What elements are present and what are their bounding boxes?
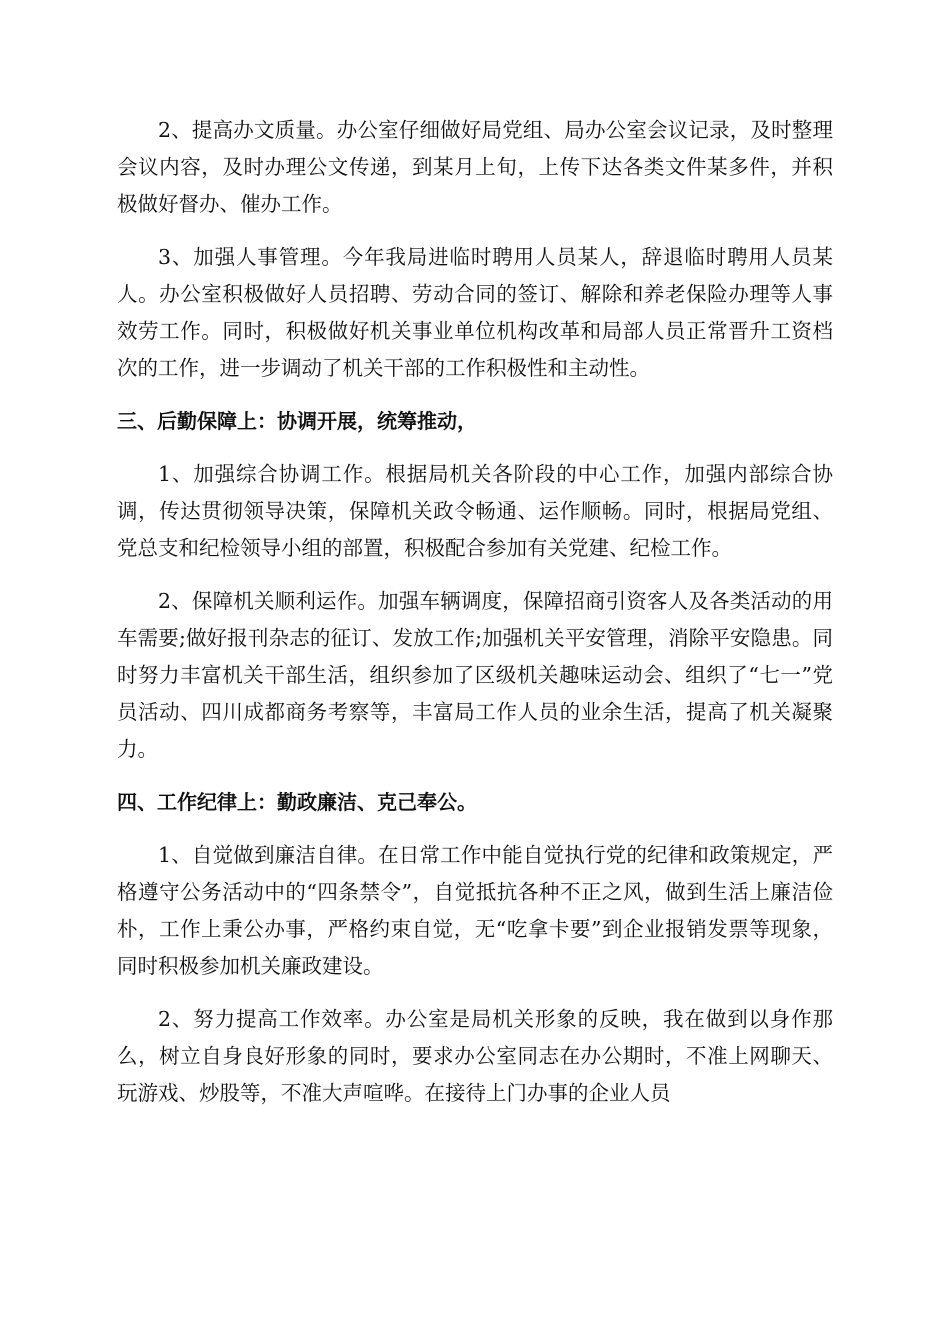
paragraph-personnel-management: 3、加强人事管理。今年我局进临时聘用人员某人，辞退临时聘用人员某人。办公室积极做好人员招聘、劳动合同的签订、解除和养老保险办理等人事效劳工作。同时，积极做好机关事业单位机构改革和局部人员正常晋升工资档次的工作，进一步调动了机关干部的工作积极性和主动性。 [117, 245, 833, 380]
document-body [117, 112, 833, 1128]
paragraph-coordination: 1、加强综合协调工作。根据局机关各阶段的中心工作，加强内部综合协调，传达贯彻领导决策，保障机关政令畅通、运作顺畅。同时，根据局党组、党总支和纪检领导小组的部置，积极配合参加有关党建、纪检工作。 [117, 462, 833, 560]
paragraph-office-quality: 2、提高办文质量。办公室仔细做好局党组、局办公室会议记录，及时整理会议内容，及时办理公文传递，到某月上旬，上传下达各类文件某多件，并积极做好督办、催办工作。 [117, 118, 833, 216]
section-heading-logistics: 三、后勤保障上：协调开展，统筹推动， [117, 409, 477, 433]
paragraph-efficiency: 2、努力提高工作效率。办公室是局机关形象的反映，我在做到以身作那么，树立自身良好形象的同时，要求办公室同志在办公期时，不准上网聊天、玩游戏、炒股等，不准大声喧哗。在接待上门办事的企业人员 [117, 1007, 833, 1105]
paragraph-operations: 2、保障机关顺利运作。加强车辆调度，保障招商引资客人及各类活动的用车需要;做好报刊杂志的征订、发放工作;加强机关平安管理，消除平安隐患。同时努力丰富机关干部生活，组织参加了区级机关趣味运动会、组织了“七一”党员活动、四川成都商务考察等，丰富局工作人员的业余生活，提高了机关凝聚力。 [117, 589, 833, 761]
paragraph-integrity: 1、自觉做到廉洁自律。在日常工作中能自觉执行党的纪律和政策规定，严格遵守公务活动中的“四条禁令”，自觉抵抗各种不正之风，做到生活上廉洁俭朴，工作上秉公办事，严格约束自觉，无“吃拿卡要”到企业报销发票等现象，同时积极参加机关廉政建设。 [117, 843, 833, 978]
section-heading-discipline: 四、工作纪律上：勤政廉洁、克己奉公。 [117, 790, 477, 814]
